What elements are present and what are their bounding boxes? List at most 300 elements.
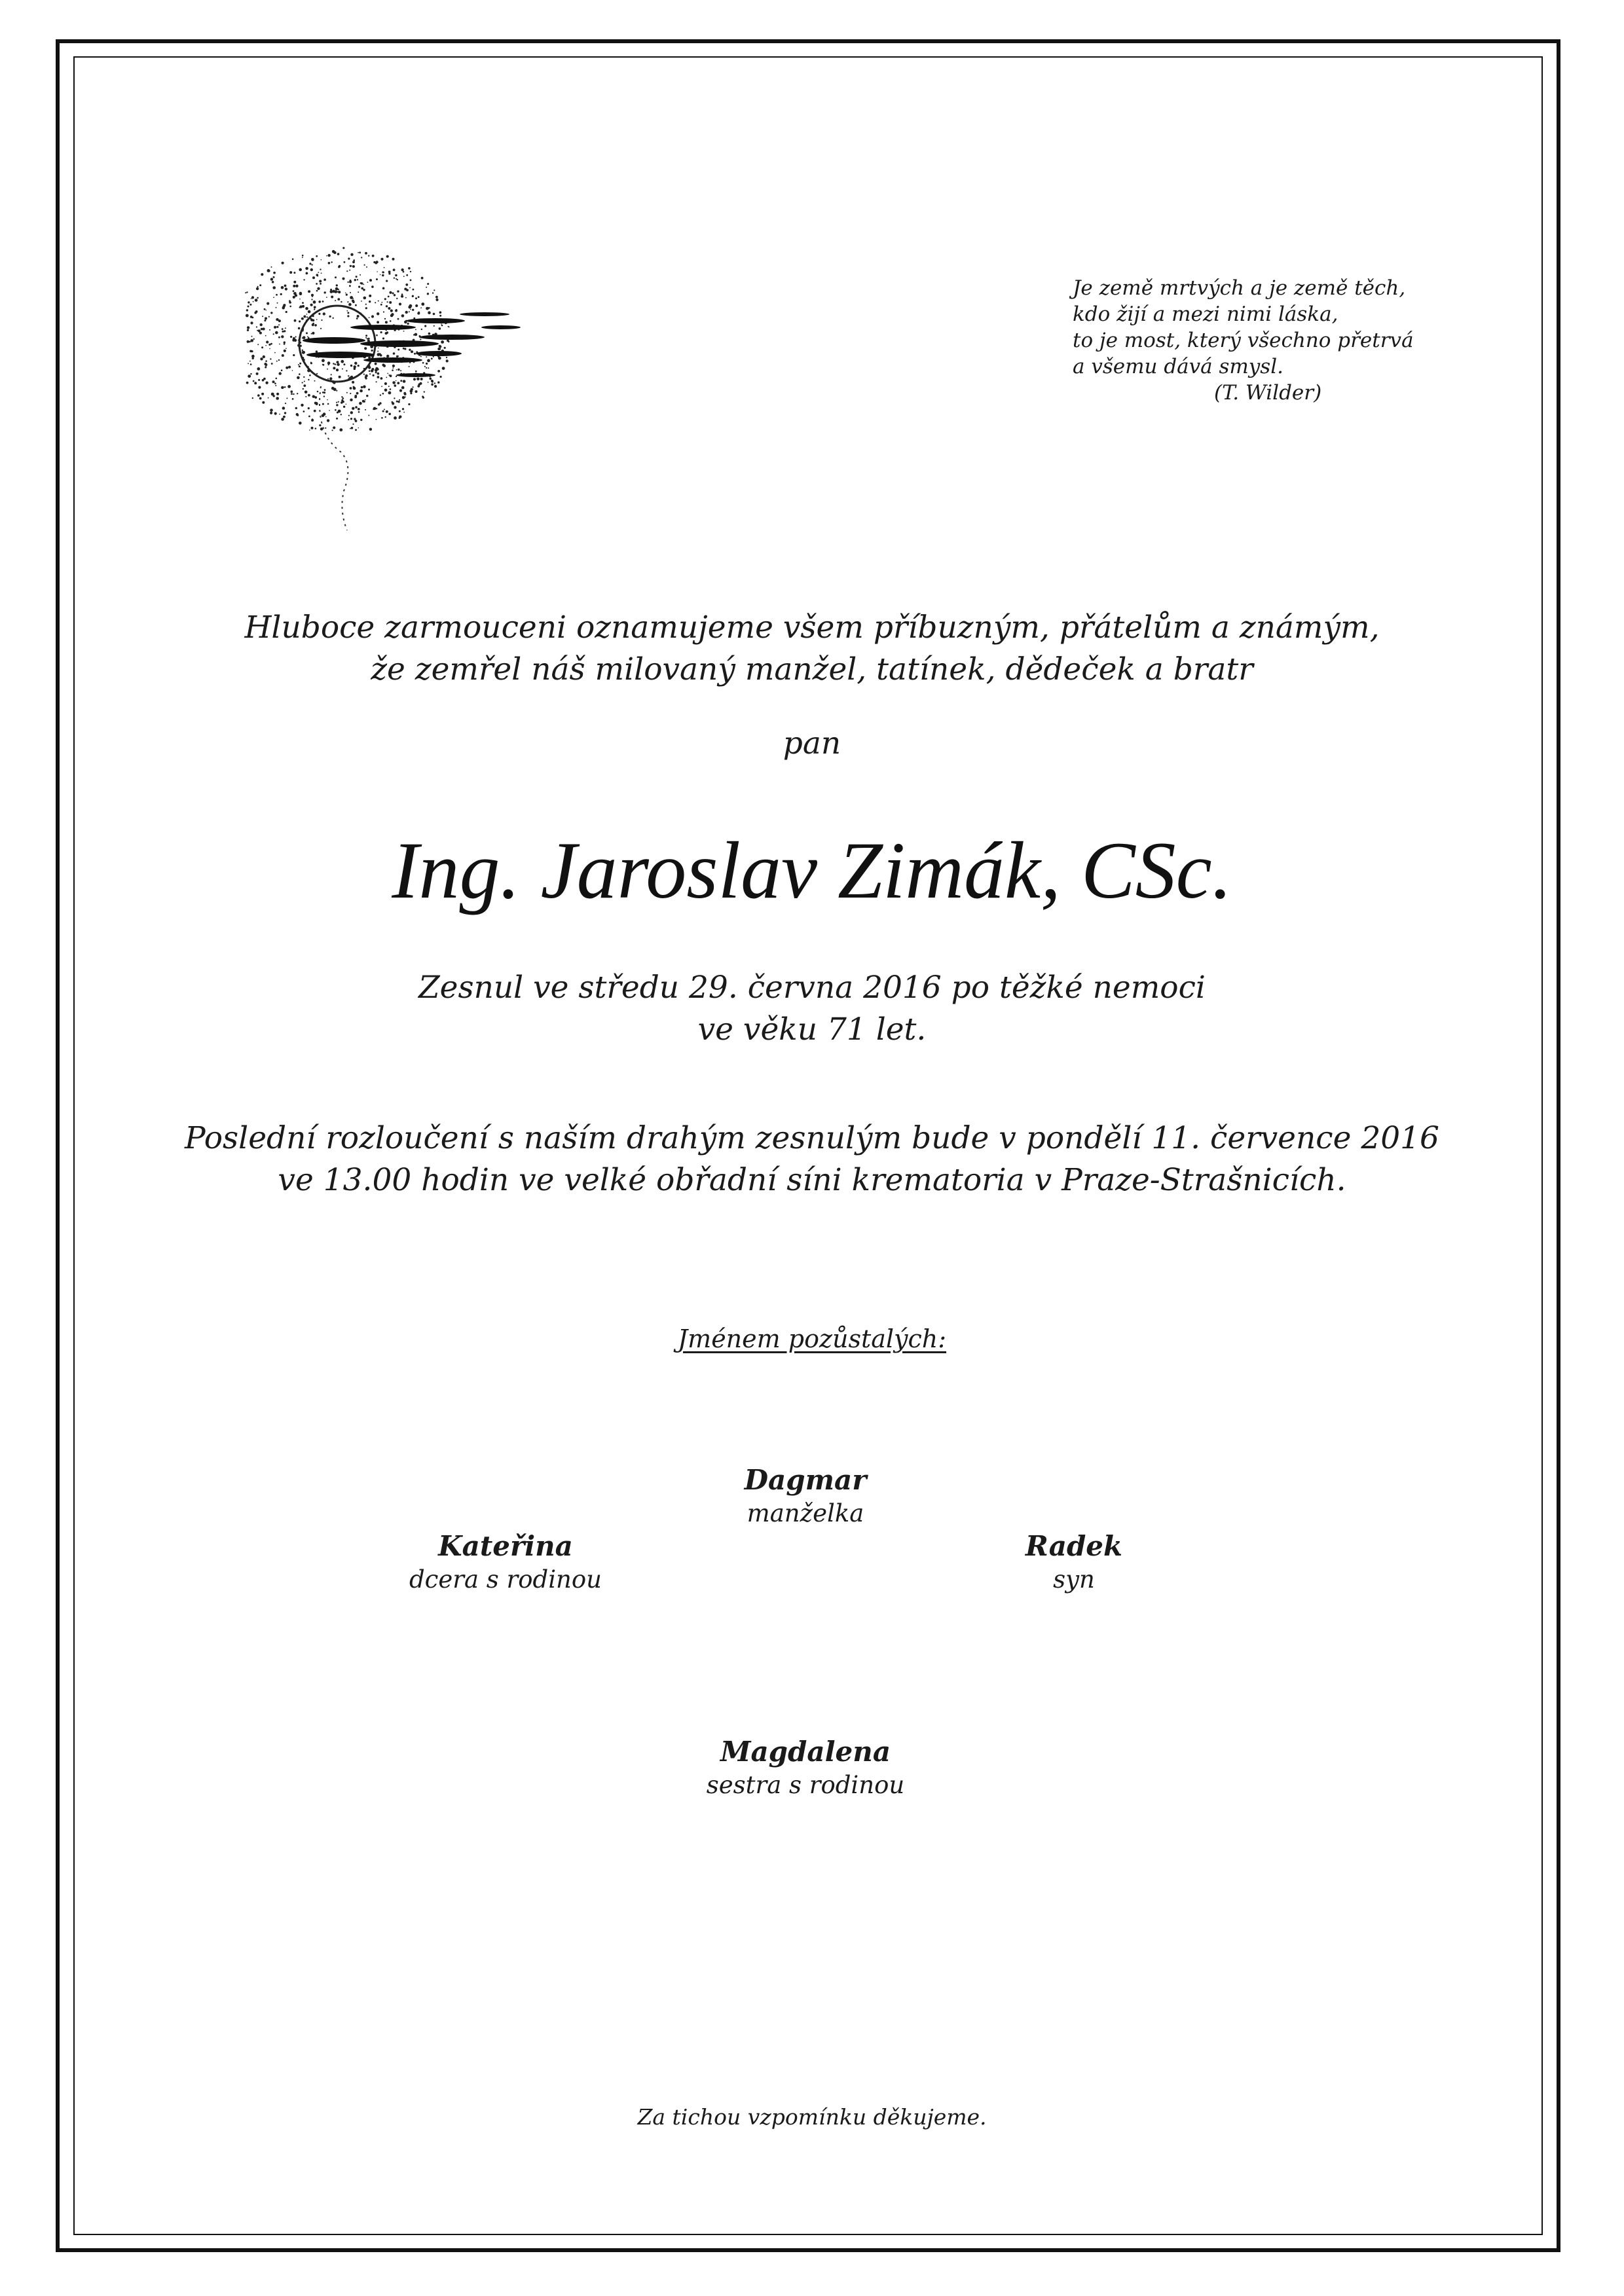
ornament-dot: [338, 401, 339, 403]
ornament-dot: [308, 416, 310, 418]
ornament-dot: [392, 258, 395, 261]
ornament-dot: [377, 373, 380, 375]
ornament-dot: [252, 397, 253, 399]
ornament-dot: [440, 376, 442, 378]
ornament-dot: [339, 376, 341, 378]
ornament-dot: [387, 373, 388, 374]
ornament-dot: [365, 304, 367, 305]
ornament-dot: [291, 393, 293, 395]
ornament-dot: [382, 274, 384, 276]
ornament-dot: [421, 329, 422, 330]
ornament-dot: [286, 348, 287, 349]
ornament-dot: [263, 378, 266, 380]
ornament-dot: [433, 356, 434, 357]
ornament-dot: [324, 389, 326, 391]
ornament-dot: [305, 396, 306, 397]
ornament-dot: [409, 311, 410, 312]
ornament-dot: [365, 307, 367, 309]
ornament-dot: [305, 307, 308, 310]
ornament-dot: [352, 265, 355, 268]
ornament-dot: [287, 386, 289, 388]
ornament-dot: [390, 388, 392, 390]
ornament-dot: [408, 306, 411, 309]
ornament-dot: [355, 406, 358, 409]
ornament-dot: [420, 378, 423, 380]
ornament-dot: [434, 325, 435, 327]
ornament-dot: [384, 298, 386, 300]
ornament-dot: [360, 390, 363, 393]
ornament-dot: [434, 289, 435, 291]
mourner-name: Dagmar: [744, 1464, 867, 1496]
ornament-dot: [368, 415, 369, 416]
ornament-dot: [274, 326, 276, 329]
ornament-dot: [390, 320, 392, 322]
ornament-dot: [309, 374, 311, 376]
ornament-dot: [367, 282, 369, 283]
ornament-dot: [392, 381, 396, 384]
ornament-dot: [311, 264, 312, 265]
ornament-dot: [335, 300, 336, 301]
ornament-dot: [394, 416, 397, 420]
ornament-dot: [352, 424, 354, 425]
ornament-dot: [249, 304, 251, 306]
ornament-dot: [357, 279, 358, 280]
ornament-dot: [416, 378, 420, 381]
ornament-dot: [278, 324, 280, 325]
ornament-dot: [322, 414, 325, 418]
ornament-dot: [257, 367, 260, 371]
ornament-dot: [285, 287, 287, 290]
ornament-dot: [395, 274, 397, 276]
ornament-dot: [341, 414, 342, 415]
ornament-dot: [341, 360, 344, 363]
ornament-dot: [368, 338, 370, 340]
ornament-dot: [428, 367, 429, 369]
ornament-dot: [369, 279, 372, 282]
ornament-dot: [390, 310, 393, 312]
ornament-dot: [293, 290, 295, 292]
ornament-dot: [391, 313, 394, 316]
ornament-dot: [332, 429, 333, 431]
ornament-dot: [377, 312, 379, 315]
salutation: pan: [783, 725, 841, 761]
ornament-dot: [286, 311, 287, 313]
deceased-name: Ing. Jaroslav Zimák, CSc.: [392, 826, 1232, 915]
ornament-dot: [378, 348, 379, 349]
ornament-dot: [397, 279, 398, 280]
ornament-dot: [249, 350, 252, 353]
ornament-dot: [409, 366, 410, 367]
ornament-dot: [388, 386, 390, 387]
ornament-dot: [248, 301, 249, 303]
ornament-dot: [318, 272, 319, 273]
ornament-dot: [410, 390, 413, 393]
ornament-dot: [421, 277, 424, 280]
ornament-dot: [256, 326, 257, 327]
ornament-dot: [302, 302, 304, 304]
ornament-dot: [303, 279, 304, 280]
ornament-dot: [412, 296, 413, 297]
ornament-dot: [284, 412, 286, 414]
ornament-dot: [415, 333, 418, 337]
ornament-dot: [392, 293, 394, 295]
ornament-dot: [310, 319, 313, 321]
ornament-dot: [352, 381, 354, 384]
ornament-dot: [421, 302, 424, 306]
ornament-dot: [379, 402, 382, 405]
mourner-relation: sestra s rodinou: [706, 1771, 905, 1799]
ornament-dot: [274, 382, 276, 384]
ornament-dot: [364, 347, 367, 350]
ornament-dot: [250, 373, 251, 374]
ornament-dot: [319, 280, 322, 283]
ornament-dot: [405, 396, 406, 397]
quote-line: Je země mrtvých a je země těch,: [1073, 276, 1406, 300]
ornament-dot: [410, 280, 412, 282]
ornament-dot: [253, 338, 255, 340]
ornament-dot: [350, 399, 352, 401]
ornament-dot: [304, 381, 305, 382]
ornament-dot: [269, 329, 270, 331]
ornament-dot: [298, 327, 301, 330]
ornament-dot: [323, 392, 325, 393]
announcement: [0, 607, 1624, 691]
ornament-dot: [296, 413, 299, 416]
ornament-dot: [426, 307, 429, 310]
ornament-dot: [352, 261, 355, 263]
death-line: ve věku 71 let.: [697, 1011, 927, 1048]
ornament-dot: [325, 428, 326, 429]
ornament-dot: [337, 298, 340, 301]
ornament-dot: [380, 274, 381, 276]
ornament-dot: [355, 429, 357, 431]
ornament-dot: [255, 310, 258, 313]
ornament-dot: [276, 318, 278, 321]
ornament-dot: [318, 301, 321, 303]
ornament-dot: [371, 285, 374, 288]
ornament-dot: [347, 315, 349, 317]
ornament-dot: [400, 370, 401, 371]
ornament-dot: [399, 417, 401, 419]
ornament-dot: [410, 271, 411, 272]
ornament-dot: [403, 380, 406, 383]
ornament-dot: [302, 257, 303, 258]
ornament-dot: [386, 355, 389, 357]
ornament-dot: [299, 293, 303, 296]
ornament-dot: [297, 376, 300, 380]
ornament-dot: [377, 271, 378, 272]
ornament-dot: [377, 376, 380, 378]
ornament-dot: [248, 306, 249, 308]
ornament-dot: [307, 336, 308, 337]
ornament-dot: [384, 318, 386, 319]
ornament-dot: [299, 320, 301, 322]
ornament-dot: [397, 318, 399, 320]
ornament-dot: [295, 285, 298, 287]
ornament-dot: [397, 401, 399, 403]
ornament-dot: [424, 366, 426, 367]
ornament-dot: [382, 410, 384, 412]
ornament-dot: [350, 411, 353, 414]
ornament-dot: [303, 336, 306, 339]
ornament-dot: [376, 419, 377, 420]
ornament-dot: [311, 427, 314, 429]
ornament-dot: [442, 367, 445, 370]
ornament-dot: [348, 375, 349, 376]
ornament-dot: [406, 274, 408, 276]
ornament-dot: [273, 272, 276, 274]
ornament-dot: [286, 397, 287, 399]
ornament-dot: [276, 393, 279, 395]
ornament-dot: [347, 301, 348, 302]
ornament-dot: [448, 341, 449, 342]
ornament-dot: [246, 291, 248, 293]
ornament-dot: [265, 382, 268, 384]
ornament-dot: [360, 419, 362, 421]
ornament-dot: [249, 341, 251, 343]
ornament-dot: [270, 343, 272, 345]
ornament-dot: [337, 291, 339, 293]
ornament-dot: [358, 252, 359, 253]
ornament-dot: [265, 367, 267, 369]
ornament-dot: [272, 286, 276, 289]
ornament-dot: [303, 388, 304, 390]
ornament-dot: [396, 380, 397, 382]
ornament-dot: [363, 289, 365, 291]
ornament-dot: [273, 297, 274, 298]
ornament-dot: [261, 346, 263, 348]
ornament-dot: [361, 301, 362, 302]
ornament-dot: [341, 401, 343, 404]
ornament-dot: [346, 310, 348, 312]
ornament-dot: [268, 397, 269, 399]
ornament-dot: [439, 327, 441, 330]
ornament-dot: [435, 296, 438, 299]
ornament-dot: [316, 255, 318, 257]
ornament-dot: [430, 378, 432, 380]
ornament-dot: [246, 382, 249, 384]
ornament-dot: [284, 343, 286, 345]
ornament-dot: [371, 350, 373, 352]
ornament-dot: [302, 350, 303, 351]
ornament-dot: [380, 258, 383, 261]
ornament-dot: [264, 308, 266, 310]
ornament-dot: [308, 290, 310, 293]
ornament-dot: [369, 317, 370, 318]
ornament-dot: [295, 294, 297, 297]
ornament-dot: [316, 290, 318, 292]
ornament-dot: [289, 301, 291, 304]
ornament-dot: [405, 283, 408, 286]
ornament-dot: [336, 404, 338, 406]
ornament-dot: [299, 365, 301, 367]
ornament-dot: [415, 297, 417, 299]
ornament-dot: [399, 302, 401, 305]
ornament-dot: [353, 386, 355, 388]
ornament-dot: [253, 301, 254, 302]
ornament-dot: [342, 397, 344, 399]
ornament-dot: [314, 306, 316, 308]
ornament-dot: [363, 385, 366, 388]
ornament-dot: [289, 271, 292, 274]
ornament-dot: [437, 381, 439, 383]
ornament-dot: [390, 374, 392, 377]
ornament-dot: [245, 292, 246, 293]
ornament-dot: [316, 283, 318, 285]
ornament-dot: [375, 363, 377, 365]
ornament-dot: [392, 367, 394, 369]
ornament-dot: [396, 278, 397, 280]
ornament-dot: [335, 409, 337, 411]
ornament-dot: [384, 382, 387, 385]
ornament-dot: [261, 393, 264, 395]
ornament-dot: [428, 382, 429, 383]
ornament-dot: [351, 427, 354, 429]
ornament-dot: [376, 278, 378, 280]
ornament-dot: [337, 253, 340, 255]
ornament-dot: [394, 384, 397, 387]
ornament-dot: [312, 276, 315, 279]
ornament-dot: [282, 306, 285, 309]
ornament-dot: [375, 302, 376, 303]
ornament-dot: [312, 259, 314, 261]
quote-block: [1073, 275, 1439, 406]
ornament-dot: [327, 254, 330, 257]
ornament-dot: [432, 292, 434, 293]
ornament-dot: [299, 299, 301, 300]
ornament-dot: [284, 330, 286, 332]
ornament-dot: [276, 378, 278, 380]
ornament-dot: [295, 407, 297, 409]
ornament-dot: [347, 282, 348, 283]
ornament-dot: [341, 399, 343, 401]
ornament-dot: [345, 293, 346, 294]
ornament-dot: [321, 272, 322, 274]
ornament-dot: [394, 406, 396, 409]
ornament-dot: [320, 283, 322, 285]
ornament-dot: [265, 345, 267, 346]
ornament-dot: [306, 316, 308, 318]
ornament-dot: [251, 296, 254, 299]
ornament-dot: [355, 304, 357, 306]
ornament-dot: [392, 369, 394, 371]
ornament-dot: [339, 265, 341, 267]
ornament-dot: [259, 284, 261, 286]
ornament-dot: [381, 386, 382, 387]
ornament-dot: [263, 327, 265, 330]
ornament-dot: [395, 310, 397, 312]
ornament-dot: [270, 409, 273, 412]
ornament-dot: [364, 264, 365, 266]
ornament-dot: [310, 304, 313, 306]
mourner: [576, 1463, 1035, 1530]
ornament-dot: [356, 276, 358, 278]
ornament-dot: [338, 410, 341, 413]
ornament-dot: [328, 262, 331, 264]
ornament-dot: [256, 373, 259, 375]
mourner: [845, 1529, 1303, 1596]
ornament-dot: [255, 299, 258, 302]
ornament-dot: [377, 321, 379, 323]
farewell-line: Poslední rozloučení s naším drahým zesnulým bude v pondělí 11. července 2016: [185, 1120, 1439, 1156]
ornament-dot: [274, 412, 277, 415]
ornament-dot: [281, 335, 284, 338]
ornament-dot: [347, 312, 349, 314]
ornament-dot: [299, 305, 302, 308]
ornament-dot: [318, 313, 320, 315]
ornament-dot: [366, 395, 368, 397]
ornament-dot: [316, 319, 318, 320]
ornament-dot: [278, 359, 280, 361]
ornament-dot: [434, 382, 435, 384]
ornament-dot: [248, 374, 251, 378]
ornament-dot: [381, 417, 383, 419]
ornament-dot: [413, 386, 414, 388]
ornament-dot: [418, 383, 421, 386]
ornament-dot: [402, 408, 404, 410]
ornament-dot: [397, 355, 399, 357]
ornament-dot: [311, 419, 314, 422]
ornament-dot: [365, 399, 366, 401]
ornament-dot: [333, 388, 337, 391]
ornament-dot: [369, 295, 371, 297]
ornament-dot: [289, 306, 291, 308]
ornament-dot: [306, 332, 308, 334]
ornament-dot: [282, 331, 284, 333]
ornament-dot: [333, 363, 335, 365]
ornament-dot: [382, 363, 384, 366]
ornament-dot: [371, 369, 373, 372]
ornament-dot: [327, 378, 329, 380]
ornament-dot: [249, 361, 251, 362]
ornament-dot: [299, 422, 302, 425]
ornament-dot: [397, 382, 399, 384]
ornament-dot: [295, 336, 297, 337]
ornament-dot: [311, 299, 312, 300]
mourner-name: Radek: [1025, 1530, 1123, 1562]
ornament-dot: [281, 418, 284, 421]
ornament-dot: [312, 323, 314, 325]
ornament-dot: [329, 410, 330, 411]
ornament-dot: [389, 291, 392, 294]
ornament-dot: [303, 384, 306, 387]
ornament-dot: [323, 395, 325, 397]
ornament-dot: [435, 299, 438, 301]
ornament-dot: [336, 402, 337, 403]
ornament-dot: [337, 289, 339, 291]
ornament-dot: [361, 386, 363, 389]
ornament-dot: [359, 402, 362, 405]
ornament-dot: [343, 363, 345, 365]
ornament-dot: [371, 315, 374, 318]
mourner-name: Kateřina: [438, 1530, 573, 1562]
ornament-dot: [250, 363, 252, 365]
ornament-dot: [333, 318, 334, 319]
ornament-dot: [271, 363, 273, 365]
ornament-dot: [351, 265, 352, 266]
ornament-dot: [385, 416, 386, 418]
ornament-dot: [402, 396, 405, 399]
ornament-dot: [309, 263, 311, 264]
ornament-dot: [354, 279, 356, 281]
ornament-dot: [265, 335, 267, 337]
ornament-dot: [373, 409, 374, 410]
ornament-dot: [358, 286, 360, 288]
ornament-dot: [305, 267, 308, 270]
ornament-dot: [283, 416, 286, 418]
ornament-dot: [350, 280, 352, 282]
ornament-dot: [350, 387, 352, 390]
